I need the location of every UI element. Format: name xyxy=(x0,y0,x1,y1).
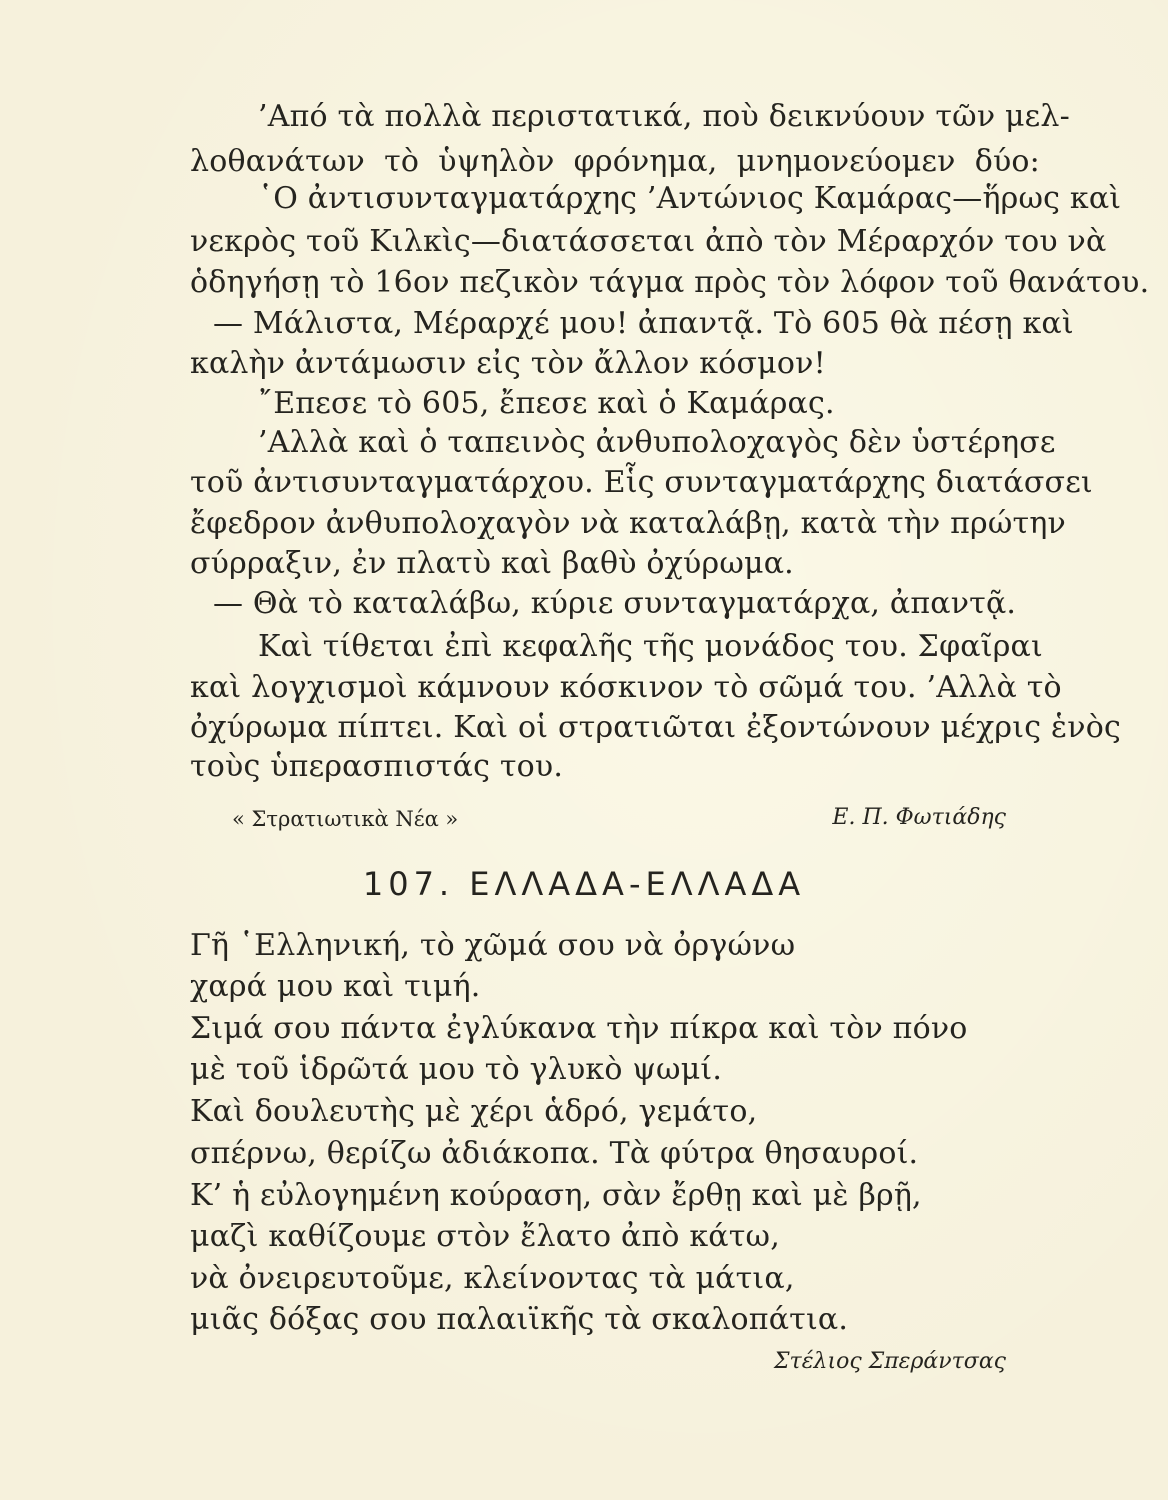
prose-source: « Στρατιωτικὰ Νέα » xyxy=(232,807,459,831)
prose-line: τοῦ ἀντισυνταγματάρχου. Εἷς συνταγματάρχης διατάσσει xyxy=(190,465,1093,500)
poem-author: Στέλιος Σπεράντσας xyxy=(773,1349,1006,1374)
prose-line: ῾Ο ἀντισυνταγματάρχης ’Αντώνιος Καμάρας—ἥρως καὶ xyxy=(258,181,1122,216)
poem-line: μιᾶς δόξας σου παλαιϊκῆς τὰ σκαλοπάτια. xyxy=(190,1302,849,1337)
prose-line: ὀχύρωμα πίπτει. Καὶ οἱ στρατιῶται ἐξοντώνουν μέχρις ἑνὸς xyxy=(190,710,1121,745)
poem-line: Κ’ ἡ εὐλογημένη κούραση, σὰν ἔρθῃ καὶ μὲ βρῇ, xyxy=(190,1178,922,1213)
poem-line: Σιμά σου πάντα ἐγλύκανα τὴν πίκρα καὶ τὸν πόνο xyxy=(190,1011,968,1046)
prose-line: νεκρὸς τοῦ Κιλκὶς—διατάσσεται ἀπὸ τὸν Μέραρχόν του νὰ xyxy=(190,224,1107,259)
prose-line: καλὴν ἀντάμωσιν εἰς τὸν ἄλλον κόσμον! xyxy=(190,346,826,381)
poem-line: Καὶ δουλευτὴς μὲ χέρι ἁδρό, γεμάτο, xyxy=(190,1094,758,1129)
prose-line: ’Από τὰ πολλὰ περιστατικά, ποὺ δεικνύουν τῶν μελ- xyxy=(258,99,1070,134)
prose-line: τοὺς ὑπερασπιστάς του. xyxy=(190,749,564,784)
prose-line: Καὶ τίθεται ἐπὶ κεφαλῆς τῆς μονάδος του. Σφαῖραι xyxy=(258,629,1043,664)
prose-line: — Θὰ τὸ καταλάβω, κύριε συνταγματάρχα, ἀπαντᾷ. xyxy=(213,586,1017,621)
prose-line: καὶ λογχισμοὶ κάμνουν κόσκινον τὸ σῶμά του. ’Αλλὰ τὸ xyxy=(190,670,1062,705)
prose-line: ’Αλλὰ καὶ ὁ ταπεινὸς ἀνθυπολοχαγὸς δὲν ὑστέρησε xyxy=(258,425,1056,460)
prose-line: — Μάλιστα, Μέραρχέ μου! ἀπαντᾷ. Τὸ 605 θὰ πέσῃ καὶ xyxy=(213,306,1074,341)
prose-line: ἔφεδρον ἀνθυπολοχαγὸν νὰ καταλάβῃ, κατὰ τὴν πρώτην xyxy=(190,506,1066,541)
prose-line: λοθανάτων τὸ ὑψηλὸν φρόνημα, μνημονεύομεν δύο: xyxy=(190,144,1040,179)
poem-line: σπέρνω, θερίζω ἀδιάκοπα. Τὰ φύτρα θησαυροί. xyxy=(190,1136,919,1171)
prose-line: ῎Επεσε τὸ 605, ἔπεσε καὶ ὁ Καμάρας. xyxy=(258,386,835,421)
poem-line: νὰ ὀνειρευτοῦμε, κλείνοντας τὰ μάτια, xyxy=(190,1261,795,1296)
prose-line: ὁδηγήσῃ τὸ 16ον πεζικὸν τάγμα πρὸς τὸν λόφον τοῦ θανάτου. xyxy=(190,265,1150,300)
prose-line: σύρραξιν, ἐν πλατὺ καὶ βαθὺ ὀχύρωμα. xyxy=(190,546,794,581)
poem-line: χαρά μου καὶ τιμή. xyxy=(190,969,481,1004)
poem-line: μαζὶ καθίζουμε στὸν ἔλατο ἀπὸ κάτω, xyxy=(190,1219,780,1254)
poem-line: Γῆ ῾Ελληνική, τὸ χῶμά σου νὰ ὀργώνω xyxy=(190,928,796,963)
prose-author: Ε. Π. Φωτιάδης xyxy=(832,805,1006,830)
poem-line: μὲ τοῦ ἱδρῶτά μου τὸ γλυκὸ ψωμί. xyxy=(190,1052,723,1087)
section-heading: 107. ΕΛΛΑΔΑ-ΕΛΛΑΔΑ xyxy=(362,865,806,903)
